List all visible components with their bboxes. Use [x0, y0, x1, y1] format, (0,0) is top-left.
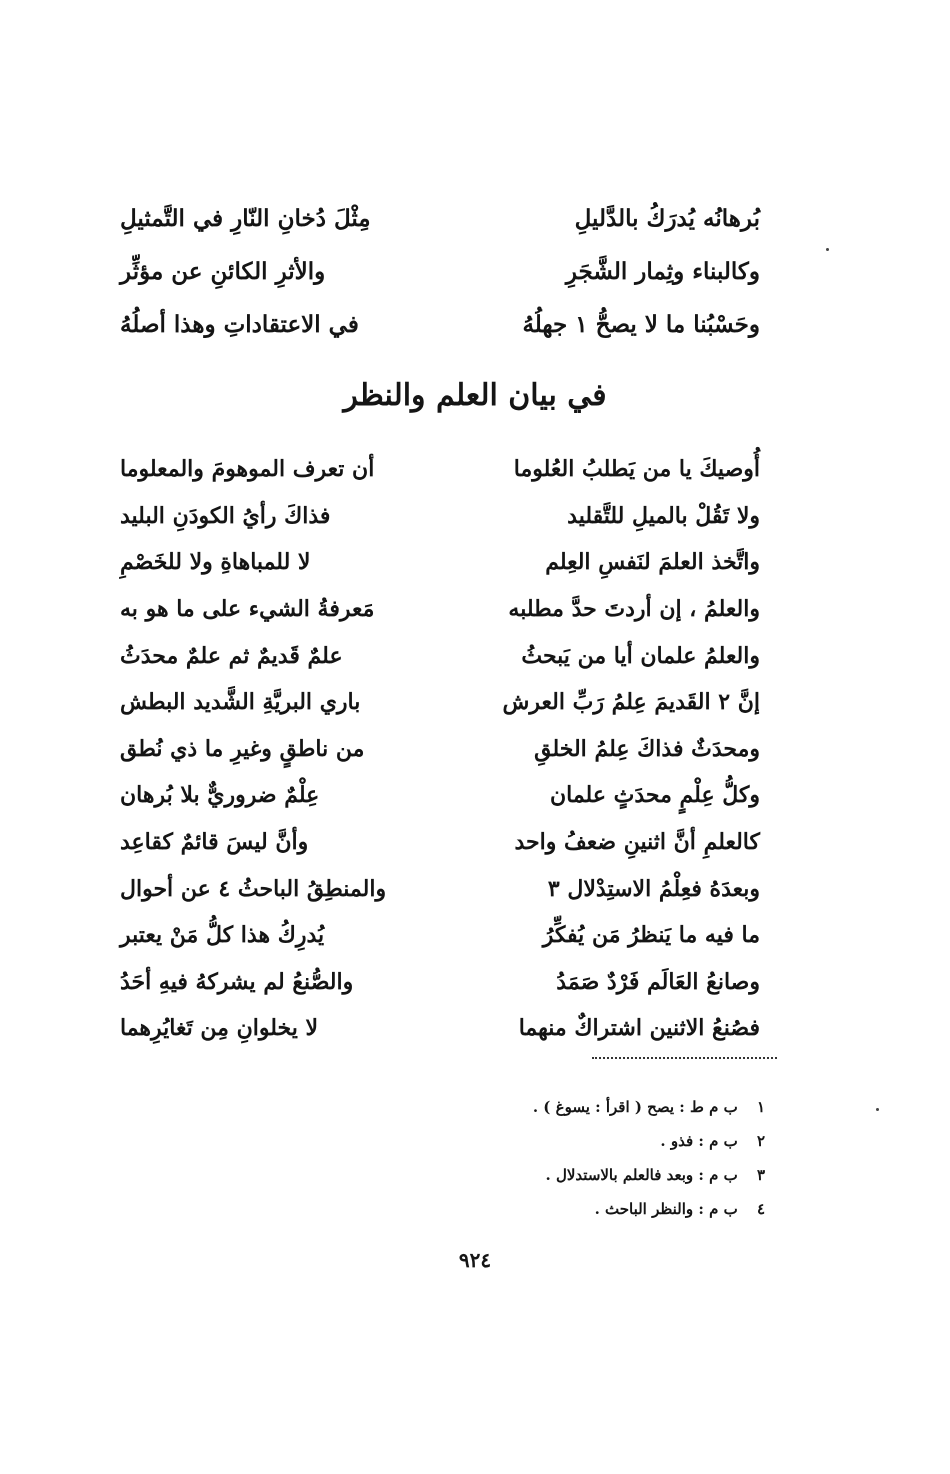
verse-second-hemistich: فذاكَ رأيُ الكودَنِ البليد	[120, 502, 331, 529]
verse-second-hemistich: لا يخلوانِ مِن تَغايُرِهما	[120, 1015, 319, 1042]
verse-line	[120, 586, 760, 633]
verse-second-hemistich: علمٌ قَديمٌ ثم علمٌ محدَثُ	[120, 642, 343, 669]
scan-speck	[826, 248, 829, 251]
verse-second-hemistich: والمنطِقُ الباحثُ ٤ عن أحوال	[120, 875, 387, 902]
verse-first-hemistich: ما فيه ما يَنظرُ مَن يُفكِّرُ	[542, 922, 760, 949]
verse-first-hemistich: بُرهانُه يُدرَكُ بالدَّليلِ	[574, 205, 760, 232]
verse-first-hemistich: إنَّ ٢ القَديمَ عِلمُ رَبِّ العرش	[502, 689, 760, 716]
verse-first-hemistich: ومحدَثٌ فذاكَ عِلمُ الخلقِ	[534, 735, 760, 762]
verse-second-hemistich: مِثْلَ دُخانِ النّارِ في التَّمثيلِ	[120, 205, 371, 232]
verse-second-hemistich: من ناطقٍ وغيرِ ما ذي نُطق	[120, 735, 365, 762]
verse-line	[120, 446, 760, 493]
footnote	[365, 1090, 765, 1124]
verse-line	[120, 726, 760, 773]
verse-second-hemistich: باري البريَّةِ الشَّديد البطش	[120, 689, 361, 716]
footnote-number: ٤	[756, 1200, 765, 1218]
verse-line	[120, 865, 760, 912]
verse-first-hemistich: والعلمُ علمان أيا من يَبحثُ	[521, 642, 760, 669]
verse-first-hemistich: وحَسْبُنا ما لا يصحُّ ١ جهلُهُ	[522, 311, 760, 338]
verse-line	[120, 772, 760, 819]
footnote-text: ب م ط : يصح ( اقرأ : يسوغ ) .	[532, 1098, 738, 1116]
verse-line	[120, 1005, 760, 1052]
verse-line	[120, 819, 760, 866]
verse-second-hemistich: لا للمباهاةِ ولا للخَصْمِ	[120, 549, 311, 576]
footnote	[365, 1124, 765, 1158]
footnote-text: ب م : والنظر الباحث .	[594, 1200, 738, 1218]
footnote-number: ١	[756, 1098, 765, 1116]
verse-first-hemistich: أُوصيكَ يا من يَطلبُ العُلوما	[513, 456, 760, 483]
footnote-separator	[592, 1057, 777, 1059]
intro-verses	[120, 192, 760, 351]
poem-verses	[120, 446, 760, 1052]
verse-line	[120, 679, 760, 726]
verse-second-hemistich: والصُّنعُ لم يشركهُ فيهِ أحَدُ	[120, 968, 354, 995]
verse-first-hemistich: وبعدَهُ فعِلْمُ الاستِدْلال ٣	[547, 875, 760, 902]
verse-line	[120, 632, 760, 679]
verse-second-hemistich: يُدرِكُ هذا كلُّ مَنْ يعتبر	[120, 922, 325, 949]
footnote	[365, 1192, 765, 1226]
verse-line	[120, 912, 760, 959]
verse-line	[120, 245, 760, 298]
verse-first-hemistich: والعلمُ ، إن أردتَ حدَّ مطلبه	[508, 596, 760, 623]
verse-line	[120, 539, 760, 586]
verse-line	[120, 298, 760, 351]
verse-second-hemistich: في الاعتقاداتِ وهذا أصلُهُ	[120, 311, 359, 338]
verse-second-hemistich: وأنَّ ليسَ قائمٌ كقاعِد	[120, 829, 309, 856]
verse-line	[120, 493, 760, 540]
footnote	[365, 1158, 765, 1192]
verse-first-hemistich: فصُنعُ الاثنين اشتراكٌ منهما	[518, 1015, 760, 1042]
page-number: ٩٢٤	[458, 1248, 492, 1272]
verse-first-hemistich: كالعلمِ أنَّ اثنينِ ضعفُ واحد	[514, 829, 760, 856]
scan-speck	[876, 1108, 879, 1111]
footnote-number: ٣	[756, 1166, 765, 1184]
verse-first-hemistich: واتَّخذ العلمَ لنَفسِ العِلم	[545, 549, 760, 576]
verse-first-hemistich: وكالبناء وثِمار الشَّجَرِ	[565, 258, 760, 285]
verse-first-hemistich: وصانعُ العَالَم فَرْدٌ صَمَدُ	[556, 968, 760, 995]
verse-second-hemistich: مَعرفةُ الشيء على ما هو به	[120, 596, 375, 623]
section-title: في بيان العلم والنظر	[343, 378, 607, 413]
footnotes	[365, 1090, 765, 1226]
footnote-number: ٢	[756, 1132, 765, 1150]
footnote-text: ب م : وبعد فالعلم بالاستدلال .	[545, 1166, 738, 1184]
verse-second-hemistich: أن تعرف الموهومَ والمعلوما	[120, 456, 375, 483]
footnote-text: ب م : فذو .	[660, 1132, 738, 1150]
verse-line	[120, 192, 760, 245]
verse-first-hemistich: وكلُّ عِلْمٍ محدَثٍ علمان	[549, 782, 760, 809]
verse-second-hemistich: عِلْمٌ ضروريٌّ بلا بُرهان	[120, 782, 320, 809]
verse-second-hemistich: والأثرِ الكائنِ عن مؤثِّر	[120, 258, 326, 285]
verse-first-hemistich: ولا تَقُلْ بالميلِ للتَّقليد	[567, 502, 760, 529]
verse-line	[120, 959, 760, 1006]
